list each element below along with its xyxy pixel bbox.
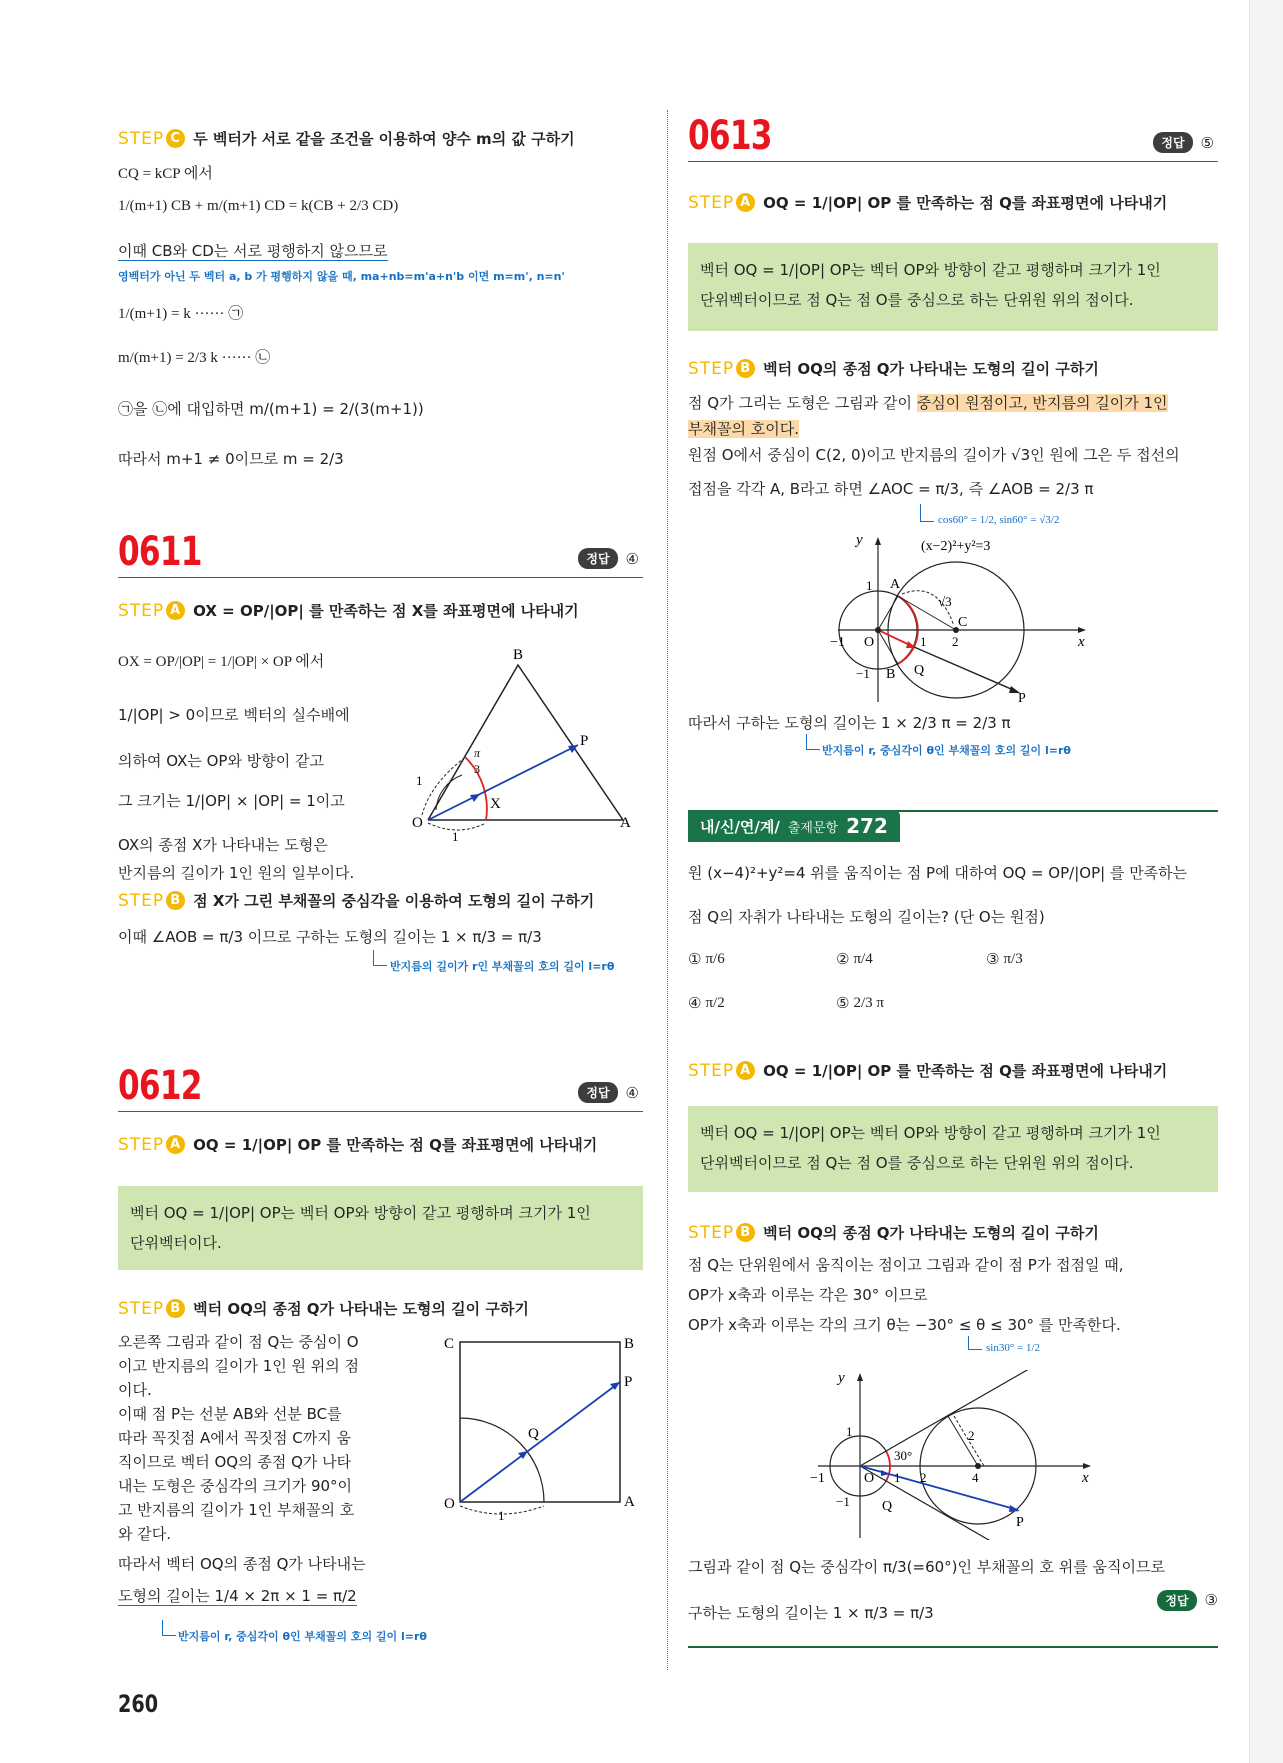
step-letter-b: B xyxy=(736,1223,755,1242)
tangent-line-figure xyxy=(808,1370,1098,1540)
step-b-heading: STEP B 점 X가 그린 부채꼴의 중심각을 이용하여 도형의 길이 구하기 xyxy=(118,890,595,911)
choice-2[interactable]: ② π/4 xyxy=(836,950,873,968)
answer-choices xyxy=(688,950,1218,1030)
text-line xyxy=(688,418,799,439)
page-number: 260 xyxy=(118,1690,159,1718)
text-line: 그림과 같이 점 Q는 중심각이 π/3(=60°)인 부채꼴의 호 위를 움직이므로 xyxy=(688,1558,1165,1576)
page-edge xyxy=(1249,0,1283,1763)
triangle-figure xyxy=(408,645,648,850)
trig-note: sin30° = 1/2 xyxy=(986,1342,1040,1354)
svg-text:P: P xyxy=(1016,1515,1024,1530)
svg-text:O: O xyxy=(412,815,423,831)
svg-text:Q: Q xyxy=(882,1499,893,1514)
step-a-heading: STEP A OX = OP/|OP| 를 만족하는 점 X를 좌표평면에 나타내기 xyxy=(118,600,579,621)
step-title: 벡터 OQ의 종점 Q가 나타내는 도형의 길이 구하기 xyxy=(763,360,1099,378)
svg-text:B: B xyxy=(624,1336,635,1352)
box-line: 벡터 OQ = 1/|OP| OP는 벡터 OP와 방향이 같고 평행하며 크기가 1인 xyxy=(700,261,1161,279)
step-letter-a: A xyxy=(166,1135,185,1154)
svg-text:1: 1 xyxy=(416,773,423,788)
answer-badge: 정답 xyxy=(578,548,617,569)
svg-text:O: O xyxy=(864,635,875,650)
svg-text:y: y xyxy=(838,1370,845,1386)
section-end-rule xyxy=(688,1646,1218,1648)
box-line: 벡터 OQ = 1/|OP| OP는 벡터 OP와 방향이 같고 평행하며 크기가 1인 xyxy=(700,1124,1161,1142)
svg-text:Q: Q xyxy=(528,1426,539,1442)
svg-text:P: P xyxy=(580,733,589,749)
note-arrow xyxy=(806,734,820,750)
answer-value: ③ xyxy=(1204,1591,1218,1609)
text-line: 의하여 OX는 OP와 방향이 같고 xyxy=(118,752,324,770)
text-line: OP가 x축과 이루는 각의 크기 θ는 −30° ≤ θ ≤ 30° 를 만족한다. xyxy=(688,1316,1121,1334)
box-line: 벡터 OQ = 1/|OP| OP는 벡터 OP와 방향이 같고 평행하며 크기가 1인 xyxy=(130,1204,591,1222)
conclusion-line: 구하는 도형의 길이는 1 × π/3 = π/3 xyxy=(688,1604,934,1622)
question-line: 점 Q의 자취가 나타내는 도형의 길이는? (단 O는 원점) xyxy=(688,908,1045,926)
step-a-heading: STEP A OQ = 1/|OP| OP 를 만족하는 점 Q를 좌표평면에 나타내기 xyxy=(118,1134,598,1155)
note-arrow xyxy=(920,504,934,522)
conclusion-line: 이때 ∠AOB = π/3 이므로 구하는 도형의 길이는 1 × π/3 = π/3 xyxy=(118,928,542,946)
summary-box xyxy=(688,1106,1218,1192)
step-label: STEP C xyxy=(118,129,185,149)
answer xyxy=(1153,132,1214,153)
text-line: 점 Q가 그리는 도형은 그림과 같이 중심이 원점이고, 반지름의 길이가 1인 xyxy=(688,394,1168,412)
box-line: 단위벡터이다. xyxy=(130,1234,222,1252)
tangent-circle-figure xyxy=(828,530,1098,705)
text-line: 그 크기는 1/|OP| × |OP| = 1이고 xyxy=(118,792,345,810)
note-arrow xyxy=(968,1336,982,1350)
column-divider xyxy=(667,110,668,1670)
svg-text:1: 1 xyxy=(894,1470,901,1485)
trig-note: cos60° = 1/2, sin60° = √3/2 xyxy=(938,514,1060,526)
svg-text:3: 3 xyxy=(474,762,480,776)
svg-text:P: P xyxy=(1018,691,1026,705)
equation-line: m/(m+1) = 2/3 k ······ ㉡ xyxy=(118,350,271,366)
svg-text:B: B xyxy=(886,667,896,682)
step-title: OQ = 1/|OP| OP 를 만족하는 점 Q를 좌표평면에 나타내기 xyxy=(763,194,1168,212)
note-arrow xyxy=(162,1620,176,1636)
box-line: 단위벡터이므로 점 Q는 점 O를 중심으로 하는 단위원 위의 점이다. xyxy=(700,1154,1134,1172)
svg-text:1: 1 xyxy=(498,1508,505,1520)
svg-text:−1: −1 xyxy=(830,635,845,650)
svg-text:Q: Q xyxy=(914,663,925,678)
svg-text:1: 1 xyxy=(920,634,927,649)
svg-text:C: C xyxy=(444,1336,455,1352)
step-title: OQ = 1/|OP| OP 를 만족하는 점 Q를 좌표평면에 나타내기 xyxy=(193,1136,598,1154)
step-letter-b: B xyxy=(166,1299,185,1318)
box-line: 단위벡터이므로 점 Q는 점 O를 중심으로 하는 단위원 위의 점이다. xyxy=(700,291,1134,309)
side-note: 반지름의 길이가 r인 부채꼴의 호의 길이 l=rθ xyxy=(390,960,615,973)
choice-5[interactable]: ⑤ 2/3 π xyxy=(836,994,884,1012)
answer-value: ④ xyxy=(625,549,639,568)
answer-value: ⑤ xyxy=(1200,133,1214,152)
problem-number: 0611 xyxy=(118,529,202,575)
equation-line: CQ = kCP 에서 xyxy=(118,166,213,182)
side-note: 반지름이 r, 중심각이 θ인 부채꼴의 호의 길이 l=rθ xyxy=(822,744,1071,757)
svg-text:1: 1 xyxy=(452,829,459,844)
circle-equation: (x−2)²+y²=3 xyxy=(921,539,991,554)
answer xyxy=(578,1082,639,1103)
text-line: 점 Q는 단위원에서 움직이는 점이고 그림과 같이 점 P가 접점일 때, xyxy=(688,1256,1124,1274)
equation-line: 1/(m+1) = k ······ ㉠ xyxy=(118,306,244,322)
svg-text:2: 2 xyxy=(968,1428,975,1443)
svg-text:C: C xyxy=(958,615,968,630)
step-letter-c: C xyxy=(166,129,185,148)
conclusion-line: 따라서 구하는 도형의 길이는 1 × 2/3 π = 2/3 π xyxy=(688,714,1011,732)
text-line: 원점 O에서 중심이 C(2, 0)이고 반지름의 길이가 √3인 원에 그은 두 접선의 xyxy=(688,446,1180,464)
side-note: 반지름이 r, 중심각이 θ인 부채꼴의 호의 길이 l=rθ xyxy=(178,1630,427,1643)
step-title: 두 벡터가 서로 같을 조건을 이용하여 양수 m의 값 구하기 xyxy=(193,130,575,148)
step-b-heading: STEP B 벡터 OQ의 종점 Q가 나타내는 도형의 길이 구하기 xyxy=(688,1222,1099,1243)
svg-text:4: 4 xyxy=(972,1470,979,1485)
answer-badge: 정답 xyxy=(1157,1590,1196,1611)
problem-header-0612 xyxy=(118,1062,643,1112)
problem-header-0611 xyxy=(118,528,643,578)
step-letter-a: A xyxy=(166,601,185,620)
svg-text:B: B xyxy=(513,647,524,663)
svg-text:O: O xyxy=(444,1496,455,1512)
choice-3[interactable]: ③ π/3 xyxy=(986,950,1023,968)
svg-text:2: 2 xyxy=(952,634,959,649)
equation-line: 1/(m+1) CB + m/(m+1) CD = k(CB + 2/3 CD) xyxy=(118,198,399,214)
answer xyxy=(578,548,639,569)
summary-box xyxy=(118,1186,643,1270)
svg-text:X: X xyxy=(490,796,501,812)
answer-badge: 정답 xyxy=(578,1082,617,1103)
svg-text:x: x xyxy=(1082,1470,1089,1486)
text-line: 1/|OP| > 0이므로 벡터의 실수배에 xyxy=(118,706,350,724)
text-line: OP가 x축과 이루는 각은 30° 이므로 xyxy=(688,1286,928,1304)
step-letter-b: B xyxy=(166,891,185,910)
step-letter-b: B xyxy=(736,359,755,378)
highlight: 중심이 원점이고, 반지름의 길이가 1인 xyxy=(916,394,1168,412)
step-c-heading xyxy=(118,128,575,149)
answer-value: ④ xyxy=(625,1083,639,1102)
svg-text:A: A xyxy=(624,1494,635,1510)
svg-text:A: A xyxy=(890,577,901,592)
side-note: 영벡터가 아닌 두 벡터 a, b 가 평행하지 않을 때, ma+nb=m'a+n'b 이면 m=m', n=n' xyxy=(118,270,565,283)
step-title: 점 X가 그린 부채꼴의 중심각을 이용하여 도형의 길이 구하기 xyxy=(193,892,595,910)
step-letter-a: A xyxy=(736,1061,755,1080)
problem-number: 0613 xyxy=(688,113,772,159)
svg-text:√3: √3 xyxy=(938,594,952,609)
text-line: ㉠을 ㉡에 대입하면 m/(m+1) = 2/(3(m+1)) xyxy=(118,400,424,418)
choice-1[interactable]: ① π/6 xyxy=(688,950,725,968)
naesin-tab: 내/신/연/계/ 출제문항 272 xyxy=(688,810,900,842)
step-b-heading: STEP B 벡터 OQ의 종점 Q가 나타내는 도형의 길이 구하기 xyxy=(118,1298,529,1319)
text-line: OX의 종점 X가 나타내는 도형은 xyxy=(118,836,328,854)
problem-number: 0612 xyxy=(118,1063,202,1109)
step-letter-a: A xyxy=(736,193,755,212)
text-line: 반지름의 길이가 1인 원의 일부이다. xyxy=(118,864,355,882)
svg-text:−1: −1 xyxy=(810,1471,825,1486)
question-line: 원 (x−4)²+y²=4 위를 움직이는 점 P에 대하여 OQ = OP/|OP| 를 만족하는 xyxy=(688,864,1188,882)
summary-box xyxy=(688,243,1218,331)
equation-line: OX = OP/|OP| = 1/|OP| × OP 에서 xyxy=(118,654,325,670)
svg-text:A: A xyxy=(620,815,631,831)
svg-text:y: y xyxy=(856,532,863,548)
naesin-header xyxy=(688,810,1218,842)
svg-text:P: P xyxy=(624,1374,633,1390)
step-title: 벡터 OQ의 종점 Q가 나타내는 도형의 길이 구하기 xyxy=(193,1300,529,1318)
step-b-heading: STEP B 벡터 OQ의 종점 Q가 나타내는 도형의 길이 구하기 xyxy=(688,358,1099,379)
svg-text:−1: −1 xyxy=(856,666,870,681)
problem-header-0613 xyxy=(688,112,1218,162)
explanation-text: 오른쪽 그림과 같이 점 Q는 중심이 O 이고 반지름의 길이가 1인 원 위의 점 이다. 이때 점 P는 선분 AB와 선분 BC를 따라 꼭짓점 A에서 꼭짓점 C까지 움 직이므로 벡터 OQ의 종점 Q가 나타 내는 도형은 중심각의 크기가 90°이 고 반지름의 길이가 1인 부채꼴의 호 와 같다. 따라서 벡터 OQ의 종점 Q가 나타내는 도형의 길이는 1/4 × 2π × 1 = π/2 xyxy=(118,1333,366,1605)
text-line: 따라서 m+1 ≠ 0이므로 m = 2/3 xyxy=(118,450,344,468)
svg-text:π: π xyxy=(474,746,481,760)
text-line: 이때 CB와 CD는 서로 평행하지 않으므로 xyxy=(118,242,388,260)
svg-text:O: O xyxy=(864,1471,875,1486)
note-arrow xyxy=(373,950,387,966)
step-a-heading: STEP A OQ = 1/|OP| OP 를 만족하는 점 Q를 좌표평면에 나타내기 xyxy=(688,192,1168,213)
highlight: 부채꼴의 호이다. xyxy=(688,420,799,438)
svg-text:1: 1 xyxy=(846,1424,853,1439)
step-a-heading: STEP A OQ = 1/|OP| OP 를 만족하는 점 Q를 좌표평면에 나타내기 xyxy=(688,1060,1168,1081)
step-title: OQ = 1/|OP| OP 를 만족하는 점 Q를 좌표평면에 나타내기 xyxy=(763,1062,1168,1080)
step-title: 벡터 OQ의 종점 Q가 나타내는 도형의 길이 구하기 xyxy=(763,1224,1099,1242)
text-line: 접점을 각각 A, B라고 하면 ∠AOC = π/3, 즉 ∠AOB = 2/3 π xyxy=(688,480,1094,498)
svg-text:2: 2 xyxy=(920,1470,927,1485)
square-figure xyxy=(438,1330,648,1520)
answer-badge: 정답 xyxy=(1153,132,1192,153)
svg-text:30°: 30° xyxy=(894,1448,913,1463)
svg-text:1: 1 xyxy=(866,578,873,593)
svg-text:x: x xyxy=(1078,634,1085,650)
svg-text:−1: −1 xyxy=(836,1494,850,1509)
step-title: OX = OP/|OP| 를 만족하는 점 X를 좌표평면에 나타내기 xyxy=(193,602,579,620)
choice-4[interactable]: ④ π/2 xyxy=(688,994,725,1012)
